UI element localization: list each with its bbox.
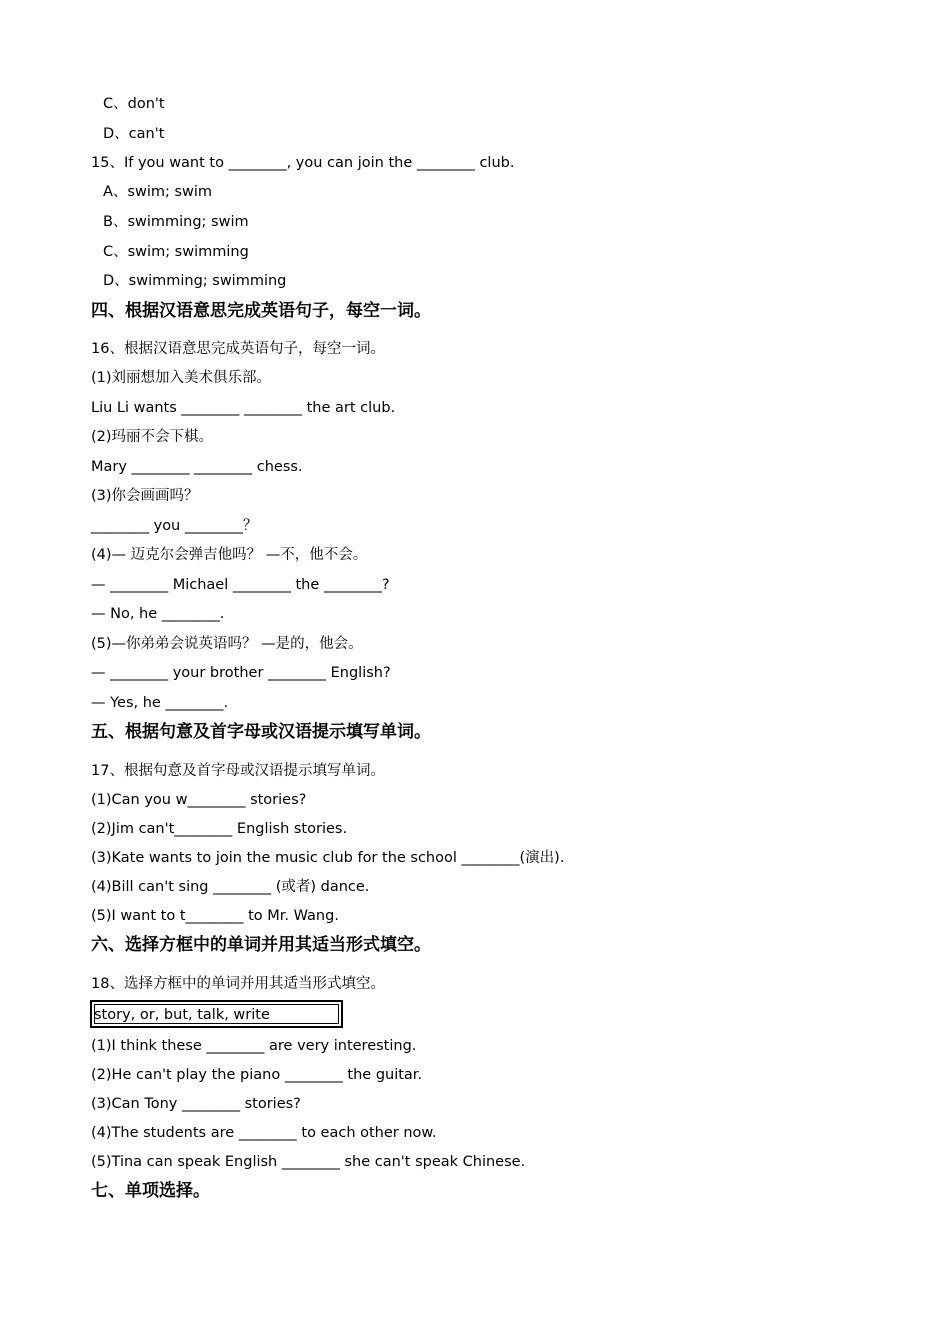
- word-box-text: story, or, but, talk, write: [94, 1007, 270, 1023]
- q17-stem: 17、根据句意及首字母或汉语提示填写单词。: [91, 763, 385, 779]
- word-box: [90, 1000, 343, 1028]
- q17-item: (4)Bill can't sing ________ (或者) dance.: [91, 879, 370, 895]
- q16-item: (2)玛丽不会下棋。: [91, 429, 214, 445]
- q16-item: Liu Li wants ________ ________ the art club.: [91, 400, 396, 416]
- q15-option-d: D、swimming; swimming: [103, 273, 287, 289]
- q16-item: — ________ your brother ________ English?: [91, 665, 391, 681]
- q17-item: (2)Jim can't________ English stories.: [91, 821, 348, 837]
- section5-heading: 五、根据句意及首字母或汉语提示填写单词。: [91, 722, 431, 742]
- q16-item: — No, he ________.: [91, 606, 225, 622]
- q14-option-d: D、can't: [103, 126, 165, 142]
- q15-option-a: A、swim; swim: [103, 184, 213, 200]
- q16-item: (4)— 迈克尔会弹吉他吗？ —不，他不会。: [91, 547, 368, 563]
- q15-stem: 15、If you want to ________, you can join the ________ club.: [91, 155, 515, 171]
- q18-item: (2)He can't play the piano ________ the guitar.: [91, 1067, 423, 1083]
- q16-item: — Yes, he ________.: [91, 695, 229, 711]
- q17-item: (1)Can you w________ stories?: [91, 792, 307, 808]
- q16-item: (5)—你弟弟会说英语吗？ —是的，他会。: [91, 636, 363, 652]
- q16-item: (1)刘丽想加入美术俱乐部。: [91, 370, 272, 386]
- q18-stem: 18、选择方框中的单词并用其适当形式填空。: [91, 976, 385, 992]
- q16-item: (3)你会画画吗？: [91, 488, 199, 504]
- q14-option-c: C、don't: [103, 96, 165, 112]
- q17-item: (3)Kate wants to join the music club for the school ________(演出).: [91, 850, 565, 866]
- q15-option-b: B、swimming; swim: [103, 214, 249, 230]
- section4-heading: 四、根据汉语意思完成英语句子，每空一词。: [91, 301, 431, 321]
- q16-stem: 16、根据汉语意思完成英语句子，每空一词。: [91, 341, 385, 357]
- q15-option-c: C、swim; swimming: [103, 244, 249, 260]
- section7-heading: 七、单项选择。: [91, 1181, 210, 1201]
- q18-item: (3)Can Tony ________ stories?: [91, 1096, 301, 1112]
- section6-heading: 六、选择方框中的单词并用其适当形式填空。: [91, 935, 431, 955]
- q17-item: (5)I want to t________ to Mr. Wang.: [91, 908, 339, 924]
- q18-item: (4)The students are ________ to each other now.: [91, 1125, 437, 1141]
- q16-item: — ________ Michael ________ the ________?: [91, 577, 390, 593]
- q18-item: (1)I think these ________ are very interesting.: [91, 1038, 417, 1054]
- q18-item: (5)Tina can speak English ________ she can't speak Chinese.: [91, 1154, 526, 1170]
- q16-item: ________ you ________？: [91, 518, 258, 534]
- q16-item: Mary ________ ________ chess.: [91, 459, 303, 475]
